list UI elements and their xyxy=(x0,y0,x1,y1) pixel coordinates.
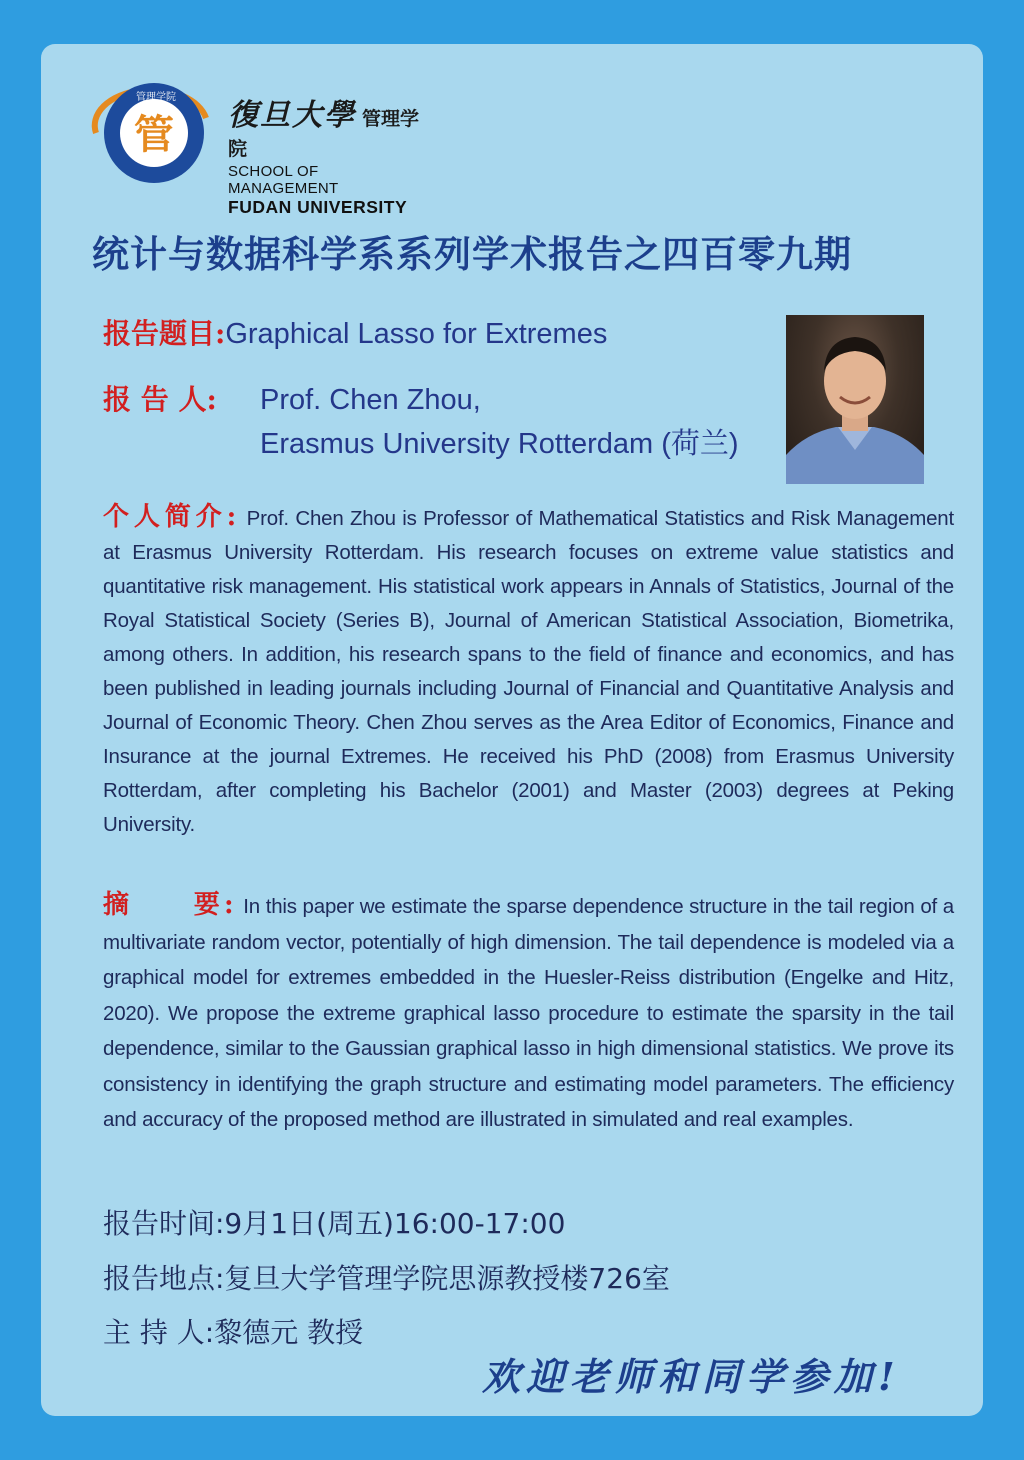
talk-title-row xyxy=(103,312,607,352)
talk-title-label: 报告题目: xyxy=(103,317,226,350)
bio-text: Prof. Chen Zhou is Professor of Mathematical Statistics and Risk Management at Erasmus University Rotterdam. His research focuses on extreme value statistics and quantitative risk management. His statistical work appears in Annals of Statistics, Journal of the Royal Statistical Society (Series B), Journal of American Statistical Association, Biometrika, among others. In addition, his research spans to the field of finance and economics, and has been published in leading journals including Journal of Financial and Quantitative Analysis and Journal of Economic Theory. Chen Zhou serves as the Area Editor of Economics, Finance and Insurance at the journal Extremes. He received his PhD (2008) from Erasmus University Rotterdam, after completing his Bachelor (2001) and Master (2003) degrees at Peking University. xyxy=(103,507,954,836)
abstract-section xyxy=(103,888,954,1138)
speaker-row xyxy=(103,378,739,460)
seal-glyph: 管 xyxy=(134,111,174,158)
logo-school-en: SCHOOL OF MANAGEMENT xyxy=(228,163,339,197)
speaker-photo xyxy=(786,315,924,484)
talk-host: 主 持 人:黎德元 教授 xyxy=(103,1316,364,1349)
poster-title: 统计与数据科学系系列学术报告之四百零九期 xyxy=(92,233,852,276)
speaker-affiliation: Erasmus University Rotterdam (荷兰) xyxy=(260,428,739,460)
talk-time: 报告时间:9月1日(周五)16:00-17:00 xyxy=(103,1207,566,1240)
seal-icon xyxy=(86,78,216,188)
talk-title-value: Graphical Lasso for Extremes xyxy=(225,318,608,350)
logo-university-en: FUDAN UNIVERSITY xyxy=(228,197,408,217)
talk-location: 报告地点:复旦大学管理学院思源教授楼726室 xyxy=(103,1262,670,1295)
school-logo xyxy=(86,78,426,217)
welcome-message: 欢迎老师和同学参加! xyxy=(482,1354,901,1399)
abstract-text: In this paper we estimate the sparse dependence structure in the tail region of a multivariate random vector, potentially of high dimension. The tail dependence is modeled via a graphical model for extremes embedded in the Huesler-Reiss distribution (Engelke and Hitz, 2020). We propose the extreme graphical lasso procedure to estimate the sparsity in the tail dependence, similar to the Gaussian graphical lasso in high dimensional statistics. We prove its consistency in identifying the graph structure and estimating model parameters. The efficiency and accuracy of the proposed method are illustrated in simulated and real examples. xyxy=(103,895,954,1131)
logo-university-cn: 復旦大學 xyxy=(228,98,356,133)
speaker-name: Prof. Chen Zhou, xyxy=(260,384,481,416)
abstract-label: 摘 要: xyxy=(103,890,238,920)
logo-school-cn: 管理学院 xyxy=(228,108,420,160)
bio-section xyxy=(103,500,954,842)
speaker-label: 报 告 人: xyxy=(103,383,217,416)
bio-label: 个人简介: xyxy=(103,502,241,532)
seal-top-text: 管理学院 xyxy=(136,92,176,103)
